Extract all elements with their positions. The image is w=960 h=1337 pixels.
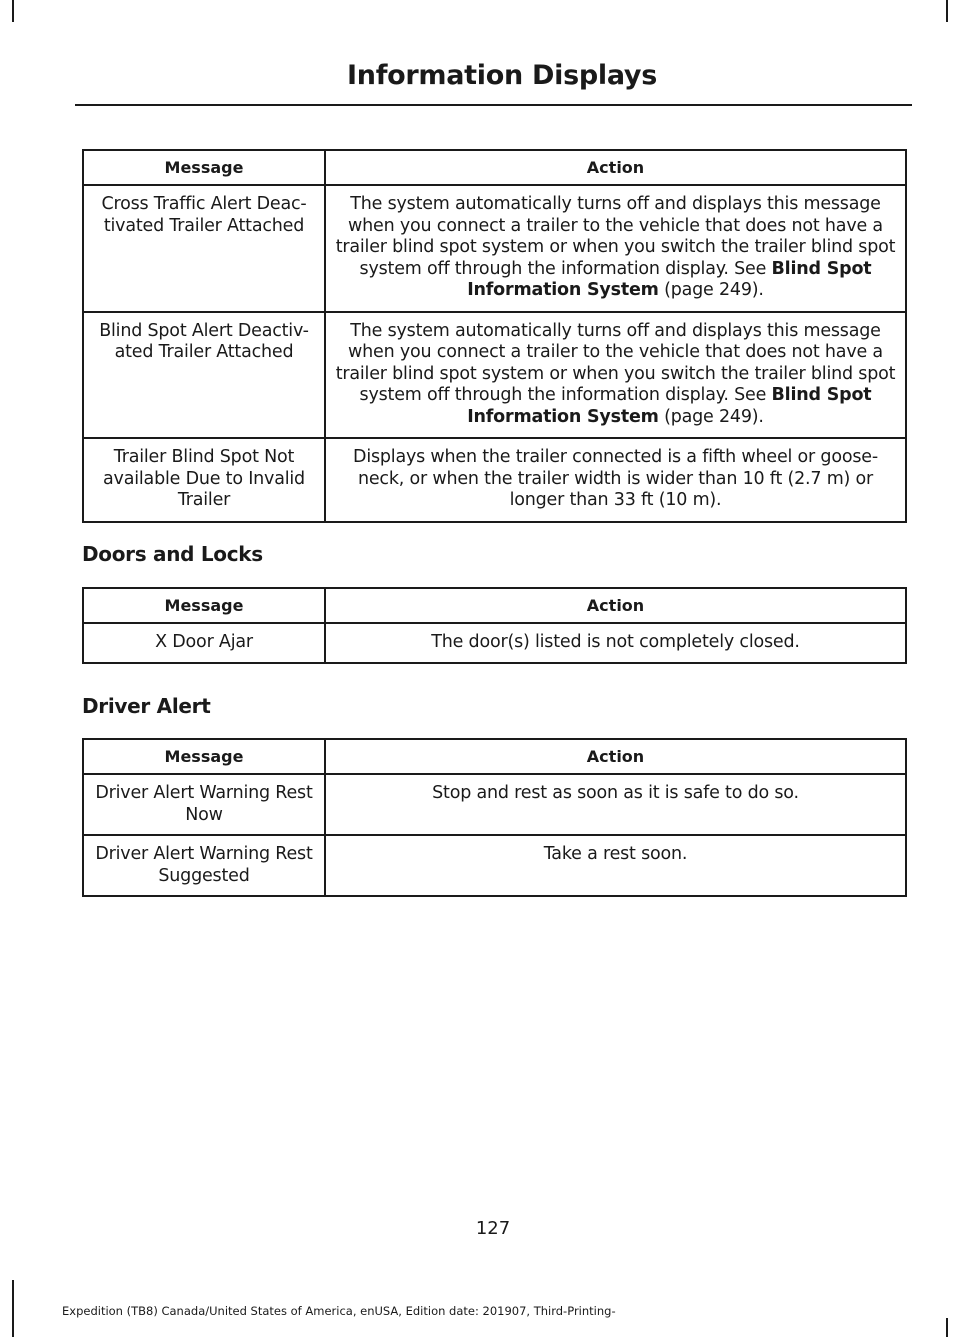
- section-heading-doors-and-locks: Doors and Locks: [82, 542, 263, 566]
- crop-mark-top-left: [12, 0, 14, 22]
- message-cell: Blind Spot Alert Deactiv-ated Trailer Attached: [83, 312, 325, 439]
- table-header-row: [83, 150, 906, 185]
- table-row: [83, 774, 906, 835]
- cross-reference-link[interactable]: Blind Spot Information System: [467, 385, 872, 427]
- crop-mark-bottom-right: [946, 1318, 948, 1337]
- crop-mark-bottom-left: [12, 1280, 14, 1337]
- page-title: Information Displays: [347, 60, 657, 91]
- table-header-row: [83, 588, 906, 623]
- action-column-header: Action: [325, 588, 906, 623]
- table-row: [83, 312, 906, 439]
- message-cell: Trailer Blind Spot Not available Due to Invalid Trailer: [83, 438, 325, 522]
- action-cell: [325, 185, 906, 312]
- message-cell: Driver Alert Warning Rest Now: [83, 774, 325, 835]
- message-column-header: Message: [83, 588, 325, 623]
- doors-and-locks-table: [82, 587, 907, 664]
- cross-reference-link[interactable]: Blind Spot Information System: [467, 258, 872, 300]
- trailer-alert-table: [82, 149, 907, 523]
- page-reference: (page 249).: [658, 280, 764, 300]
- message-cell: Cross Traffic Alert Deac-tivated Trailer Attached: [83, 185, 325, 312]
- table-row: [83, 623, 906, 663]
- action-text: The system automatically turns off and displays this message when you connect a trailer to the vehicle that does not have a trailer blind spot system or when you switch the trailer blind spot system off through the information display. See: [335, 320, 896, 405]
- message-cell: X Door Ajar: [83, 623, 325, 663]
- table-row: [83, 185, 906, 312]
- driver-alert-table: [82, 738, 907, 897]
- section-heading-driver-alert: Driver Alert: [82, 694, 211, 718]
- action-text: The system automatically turns off and displays this message when you connect a trailer to the vehicle that does not have a trailer blind spot system or when you switch the trailer blind spot system off through the information display. See: [335, 194, 896, 279]
- page-reference: (page 249).: [658, 406, 764, 427]
- action-column-header: Action: [325, 739, 906, 774]
- message-cell: Driver Alert Warning Rest Suggested: [83, 835, 325, 896]
- table-row: [83, 438, 906, 522]
- edition-footer: Expedition (TB8) Canada/United States of America, enUSA, Edition date: 201907, Third-Printing-: [62, 1304, 616, 1318]
- action-cell: Take a rest soon.: [325, 835, 906, 896]
- page-number: 127: [475, 1218, 511, 1239]
- action-cell: Displays when the trailer connected is a fifth wheel or goose-neck, or when the trailer width is wider than 10 ft (2.7 m) or longer than 33 ft (10 m).: [325, 438, 906, 522]
- action-cell: Stop and rest as soon as it is safe to do so.: [325, 774, 906, 835]
- message-column-header: Message: [83, 150, 325, 185]
- action-column-header: Action: [325, 150, 906, 185]
- action-cell: [325, 312, 906, 439]
- table-header-row: [83, 739, 906, 774]
- header-rule: [75, 104, 912, 106]
- crop-mark-top-right: [946, 0, 948, 22]
- action-cell: The door(s) listed is not completely closed.: [325, 623, 906, 663]
- table-row: [83, 835, 906, 896]
- message-column-header: Message: [83, 739, 325, 774]
